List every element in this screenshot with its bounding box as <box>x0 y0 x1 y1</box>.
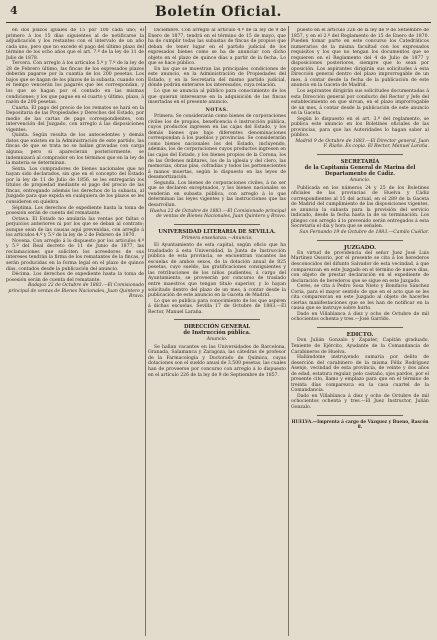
section-divider <box>174 224 260 225</box>
col2-paragraph: Lo que se anuncia al público para conocimiento de los que quieran interesarse en la adquisición de las fincas insertadas en el presente anuncio. <box>148 89 286 106</box>
column-divider-1 <box>145 26 146 636</box>
col3-signature: Madrid 9 de Octubre de 1883.—El Director general, Juan F. Riaño. Es copia. El Rector, Manuel Laraña. <box>295 138 429 150</box>
edicto-paragraph: Don Julián Gonzalo y Zapater, Capitán graduado, Teniente de Ejército, Ayudante de la Comandancia de Carabineros de Huelva. <box>291 338 429 355</box>
printer-imprint: HUELVA.—Imprenta á cargo de Vázquez y Bueno, Rascón 8. <box>291 419 429 430</box>
col1-paragraph: Décima. Los derechos de expediente hasta la toma de posesión serán de cuenta del rematante. <box>6 272 144 283</box>
section-divider <box>317 240 403 241</box>
column-divider-2 <box>288 26 289 636</box>
col1-paragraph: Quinta. Según resulta de los antecedentes y demás datos que existen en la Administración de este partido, las fincas de que se trata no se hallan gravadas con carga alguna; pero si aparecieran posteriormente, se indemnizará al comprador en los términos que en la ley de la materia se determinan. <box>6 133 144 167</box>
col1-paragraph: Octava. El Estado no anularía las ventas por faltas o perjuicios anteriores ni por los que se deban al contrato; aunque sean de las causas aquí prevenidas, con arreglo á los artículos 4.º y 5.º de la ley de 2 de Febrero de 1870. <box>6 216 144 239</box>
col1-paragraph: Novena. Con arreglo á lo dispuesto por los artículos 4.º y 5.º del Real decreto de 11 de Junio de 1877, las reclamaciones que soliciten los acreedores de sus intereses tendrán la firma de los rematantes de la fincas, y serán producidas en la forma legal en el plazo de quince días, contados desde la publicación del anuncio. <box>6 238 144 272</box>
col1-paragraph: Séptima. Los derechos de expediente hasta la toma de posesión serán de cuenta del rematante. <box>6 205 144 217</box>
col1-paragraph: Tercera. Con arreglo á los artículos 5.º y 7.º de la ley de 28 de Febrero último, las fincas de los expresados plazos deberán pagarse por la cuantía de los 200 pesetas. Los bajos que se hagan de los plazos de la subasta, cuando con el tiempo vencerán los pagarés que les correspondan, y los que se hagan por el contado en las mismas condiciones; y los que pague en el cuarto y último, plazo, á razón de 200 pesetas. <box>6 61 144 106</box>
col2-paragraph: En las que se muestran las principales condiciones de este anuncio, en la Administración de Propiedades del Estado, y en la Secretaría del mismo partido judicial, dónde podrán enterarse los interesados, cuya relación. <box>148 66 286 89</box>
juzgado-paragraph: En virtud de providencia del señor Juez José Luis Martínez Ossorio, por el presente se cita á los herederos desconocidos del difunto Salvador de esta vecindad, á que comparezcan en este Juzgado en el término de nueve días, con objeto de prestar declaración en el expediente de declaración de herederos que se sigue en este Juzgado. <box>291 250 429 284</box>
direccion-heading-2: de Instrucción pública. <box>183 330 251 337</box>
notas-paragraph: Primera. Se considerarán como bienes de corporaciones civiles los de propios, beneficencia é instrucción pública, cuyos productos ingresen en las cajas del Estado, y los demás bienes que bajo diferentes denominaciones correspondan á los pueblos y provincias. Se considerarán como bienes nacionales los del Estado, incluyendo, además, los de corporaciones cuyos productos ingresen en las cajas del Estado, y los bienes propios de la Corona, los de las Órdenes militares, los de la iglesia y del clero, las memorias, obras pías, cofradías y todos los pertenecientes á manos muertas, según lo dispuesto en las leyes de desamortización. <box>148 114 286 181</box>
col1-paragraph: en dos plazos iguales de 15 por 100 cada uno; el primero á los 15 días siguientes al de notificarse la adjudicación y los restantes con el intervalo de un año cada uno, pero que no excede el pago del último plazo del término de los ocho años que el art. 7.º de la ley de 11 de Julio de 1878. <box>6 28 144 61</box>
notas-heading: NOTAS. <box>205 107 229 113</box>
page-number: 4 <box>10 4 18 17</box>
secretaria-heading: SECRETARÍA <box>340 159 380 166</box>
edicto-heading: EDICTO. <box>346 332 374 339</box>
edicto-paragraph: Hallándome instruyendo sumaria por delito de deserción del carabinero de la misma Félix Rodríguez Asenjo, vecindad de esta provincia, de veinte y dos años de edad, estatura regular, pelo castaño, ojos pardos, por el presente cito, llamo y emplazo para que en el término de treinta días comparezca en la casa cuartel de la Comandancia. <box>291 355 429 394</box>
col1-paragraph: Cuarta. El pago del precio de los remates se hará en la Depositaria de las Propiedades y Derechos del Estado, por medio de las cartas de pago correspondientes, con intervención del Juzgado, con arreglo á las disposiciones vigentes. <box>6 105 144 133</box>
secretaria-heading-2: de la Capitanía General de Marina del Departamento de Cádiz. <box>304 165 416 178</box>
header-rule <box>6 22 431 23</box>
section-divider <box>317 154 403 155</box>
direccion-heading: DIRECCIÓN GENERAL <box>183 324 250 331</box>
juzgado-paragraph: Ceres, se cita á Pedro Sosa Nieto y Bonifacio Sánchez Coria, para el mayor sentido de que en el acto que se les cita comparezcan en este Juzgado al objeto de hacerles ciertas manifestaciones que se les han de notificar en la causa que se instruye sobre hurto. <box>291 284 429 312</box>
section-divider <box>174 319 260 320</box>
juzgado-paragraph: Dado en Villablanca á diez y ocho de Octubre de mil ochocientos ochenta y tres.—José Garrido. <box>291 311 429 323</box>
direccion-subheading: Anuncio. <box>206 337 228 343</box>
column-1 <box>6 28 144 636</box>
edicto-paragraph: Dado en Villablanca á diez y ocho de Octubre de mil ochocientos ochenta y tres.—El Juez Instructor, Julián Gonzalo. <box>291 393 429 410</box>
university-paragraph: Lo que se publica para conocimiento de los que aspiren á dichas escuelas. Sevilla 17 de Octubre de 1883.—El Rector, Manuel Laraña. <box>148 298 286 315</box>
col3-paragraph: puesto en el artículo 226 de la ley de 9 de Setiembre de 1857, y en el 2.º del Reglamento de 15 de Enero de 1870. Pueden tomar parte en este concurso los Catedráticos numerarios de la misma facultad con los expresados requisitos y los que no tengan los documentos que se requieren en el Reglamento del 4 de Julio de 1877 y disposiciones posteriores, siempre que lo sean por oposición. Los aspirantes dirigirán sus solicitudes á esta Dirección general dentro del plazo improrrogable de un mes, á contar desde la fecha de la publicación de este anuncio en la Gaceta de Madrid. <box>291 28 429 89</box>
column-3 <box>291 28 429 636</box>
university-paragraph: El Ayuntamiento de esta capital, según oficio que ha trasladado á esta Universidad, la Junta de Instrucción pública de esta provincia, se encuentran vacantes las escuelas de ambos sexos, de la dotación anual de 825 pesetas, cuyo sueldo, las gratificaciones consiguientes y las retribuciones de los niños pudientes, á cargo del Ayuntamiento, se proveerán por concurso de traslado entre maestros que tengan título superior, y lo hayan solicitado dentro del plazo de un mes, á contar desde la publicación de este anuncio en la Gaceta de Madrid. <box>148 243 286 299</box>
juzgado-heading: JUZGADO. <box>343 244 377 251</box>
notas-paragraph: Segunda. Los bienes de corporaciones civiles, á no ser que se declaren exceptuados, y los bienes nacionales se venderán en subasta pública, con arreglo á lo que determinan las leyes vigentes y las instrucciones que las desarrollan. <box>148 180 286 208</box>
col1-signature: Badajoz 22 de Octubre de 1883.—El Comisionado principal de ventas de Bienes Nacionales, Juan Quintero y Bravo. <box>8 283 144 300</box>
university-subheading: Primera enseñanza.—Anuncio. <box>181 235 253 241</box>
secretaria-signature: San Fernando 19 de Octubre de 1883.—Camilo Cuéllar. <box>299 229 429 235</box>
section-divider <box>317 327 403 328</box>
newspaper-title: Boletín Oficial. <box>155 4 282 20</box>
direccion-paragraph: Se hallan vacantes en las Universidades de Barcelona, Granada, Salamanca y Zaragoza, las cátedras de profesor de la Farmacología y Doctorado de Química, cuyas dotaciones son el sueldo anual de 3.500 pesetas, las cuales han de proveerse por concurso con arreglo á lo dispuesto en el artículo 226 de la ley de 9 de Septiembre de 1857. <box>148 344 286 378</box>
col3-paragraph: Los aspirantes dirigirán sus solicitudes documentadas á esta Dirección general por conducto del Rector y Jefe del establecimiento en que sirvan, en el plazo improrrogable de un mes, á contar desde la publicación de este anuncio en la Gaceta. <box>291 89 429 117</box>
page-header <box>6 2 431 22</box>
col2-paragraph: Diciembre. Con arreglo al artículo 4.º de la ley de 9 de Enero de 1877, tendrá en el término de 15 de mayo, que ha de cumplir todas las subastas de fincas de propios que deban de tener lugar en el partido judicial de los expresados bienes como se ha de anunciar con dicho objeto en el plazo de quince días a partir de la fecha. Lo que se hace público. <box>148 28 286 67</box>
section-divider <box>317 415 403 416</box>
column-2 <box>148 28 286 636</box>
university-heading: UNIVERSIDAD LITERARIA DE SEVILLA. <box>158 228 276 235</box>
col3-paragraph: Según lo dispuesto en el art. 3.º del reglamento, se publica este anuncio en los Boletines oficiales de las provincias, para que las Autoridades lo hagan saber al público. <box>291 116 429 139</box>
col1-paragraph: Sexta. Los compradores de bienes nacionales que no hayan sido declarados, sin que en el concepto del Estado por la ley de 11 de Julio de 1856, se les entregarán los títulos de propiedad mediante el pago del precio de las fincas, entregando además los derechos de la subasta, al Juzgado para que expida en cualquiera de los plazos se les consideren en quiebra. <box>6 166 144 205</box>
secretaria-paragraph: Publicada en los números 24 y 25 de los Boletines oficiales de las provincias de Huelva y Cádiz correspondientes al 15 del actual, en el 289 de la Gaceta de Madrid del cumplimiento de las disposiciones vigentes, se anuncia la subasta para la provisión del servicio indicado, desde la fecha hasta la de su terminación. Los pliegos con arreglo á lo prevenido serán entregados á esta Secretaría el día y hora que se señalen. <box>291 185 429 230</box>
notas-signature: Huelva 22 de Octubre de 1883.—El Comisionado principal de ventas de Bienes Nacionales, Juan Quintero y Bravo. <box>149 208 286 220</box>
secretaria-subheading: Anuncio. <box>349 178 371 184</box>
